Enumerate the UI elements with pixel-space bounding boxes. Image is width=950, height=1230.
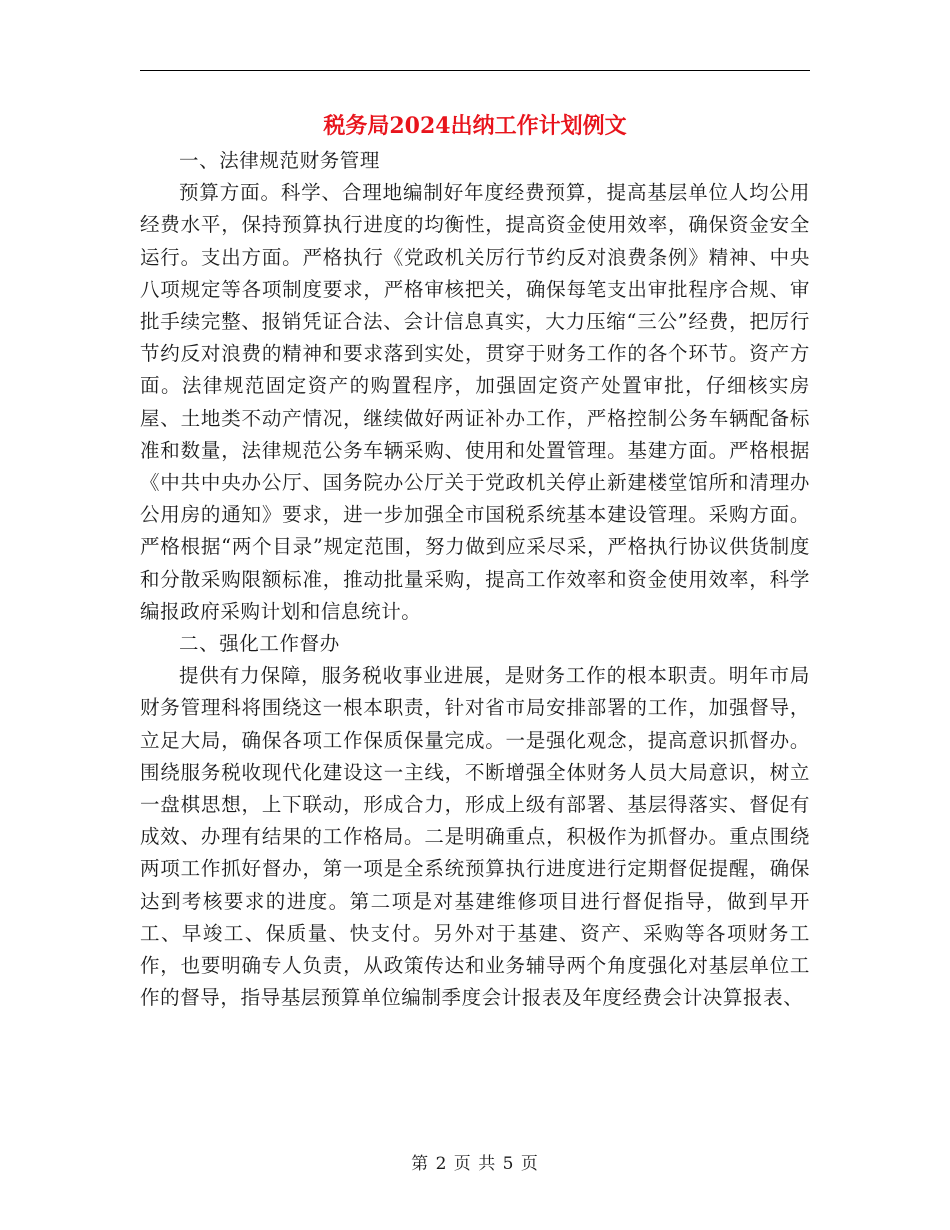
section-1-paragraph-1: 预算方面。科学、合理地编制好年度经费预算，提高基层单位人均公用经费水平，保持预算执行进度的均衡性，提高资金使用效率，确保资金安全运行。支出方面。严格执行《党政机关厉行节约反对浪费条例》精神、中央八项规定等各项制度要求，严格审核把关，确保每笔支出审批程序合规、审批手续完整、报销凭证合法、会计信息真实，大力压缩“三公”经费，把厉行节约反对浪费的精神和要求落到实处，贯穿于财务工作的各个环节。资产方面。法律规范固定资产的购置程序，加强固定资产处置审批，仔细核实房屋、土地类不动产情况，继续做好两证补办工作，严格控制公务车辆配备标准和数量，法律规范公务车辆采购、使用和处置管理。基建方面。严格根据《中共中央办公厅、国务院办公厅关于党政机关停止新建楼堂馆所和清理办公用房的通知》要求，进一步加强全市国税系统基本建设管理。采购方面。严格根据“两个目录”规定范围，努力做到应采尽采，严格执行协议供货制度和分散采购限额标准，推动批量采购，提高工作效率和资金使用效率，科学编报政府采购计划和信息统计。 bbox=[140, 181, 810, 623]
document-body bbox=[140, 145, 810, 1014]
section-heading-1: 一、法律规范财务管理 bbox=[179, 149, 381, 172]
page-number-footer: 第 2 页 共 5 页 bbox=[411, 1154, 539, 1174]
document-title: 税务局2024出纳工作计划例文 bbox=[323, 113, 627, 139]
header-rule bbox=[140, 70, 810, 71]
section-2-paragraph-1: 提供有力保障，服务税收事业进展，是财务工作的根本职责。明年市局财务管理科将围绕这一根本职责，针对省市局安排部署的工作，加强督导，立足大局，确保各项工作保质保量完成。一是强化观念，提高意识抓督办。围绕服务税收现代化建设这一主线，不断增强全体财务人员大局意识，树立一盘棋思想，上下联动，形成合力，形成上级有部署、基层得落实、督促有成效、办理有结果的工作格局。二是明确重点，积极作为抓督办。重点围绕两项工作抓好督办，第一项是全系统预算执行进度进行定期督促提醒，确保达到考核要求的进度。第二项是对基建维修项目进行督促指导，做到早开工、早竣工、保质量、快支付。另外对于基建、资产、采购等各项财务工作，也要明确专人负责，从政策传达和业务辅导两个角度强化对基层单位工作的督导，指导基层预算单位编制季度会计报表及年度经费会计决算报表、 bbox=[140, 664, 810, 1010]
section-heading-2: 二、强化工作督办 bbox=[179, 632, 340, 656]
